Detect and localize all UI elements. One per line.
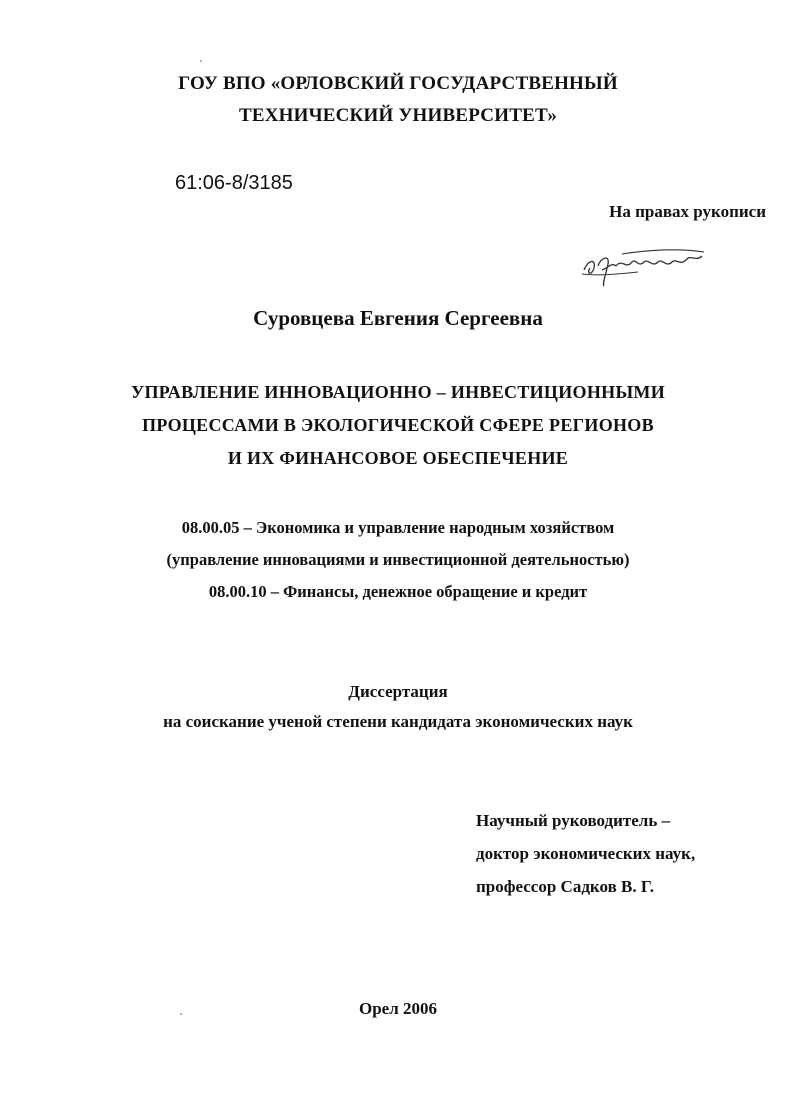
dissertation-block [0,677,796,737]
city-year: Орел 2006 [358,999,437,1018]
author-name: Суровцева Евгения Сергеевна [253,306,543,330]
scan-speck [200,60,202,62]
author-signature [578,240,708,288]
dissertation-title [0,376,796,475]
supervisor-line-3: профессор Садков В. Г. [476,877,655,896]
title-line-3: И ИХ ФИНАНСОВОЕ ОБЕСПЕЧЕНИЕ [227,448,569,468]
archive-stamp-code: 61:06-8/3185 [175,172,293,194]
institution-line-2: ТЕХНИЧЕСКИЙ УНИВЕРСИТЕТ» [238,105,558,126]
title-line-1: УПРАВЛЕНИЕ ИННОВАЦИОННО – ИНВЕСТИЦИОННЫМИ [130,382,666,402]
manuscript-rights-note: На правах рукописи [609,202,766,221]
supervisor-line-1: Научный руководитель – [476,811,671,830]
supervisor-block [476,804,695,903]
degree-purpose: на соискание ученой степени кандидата экономических наук [163,712,633,731]
specialty-line-2: (управление инновациями и инвестиционной деятельностью) [166,550,630,569]
institution-name [0,68,796,132]
specialty-line-3: 08.00.10 – Финансы, денежное обращение и кредит [208,582,588,601]
specialty-line-1: 08.00.05 – Экономика и управление народным хозяйством [181,518,615,537]
title-line-2: ПРОЦЕССАМИ В ЭКОЛОГИЧЕСКОЙ СФЕРЕ РЕГИОНОВ [142,415,654,435]
institution-line-1: ГОУ ВПО «ОРЛОВСКИЙ ГОСУДАРСТВЕННЫЙ [178,73,618,94]
supervisor-line-2: доктор экономических наук, [476,844,696,863]
specialties-block [0,512,796,608]
dissertation-label: Диссертация [348,682,448,701]
scan-speck [180,1013,182,1015]
